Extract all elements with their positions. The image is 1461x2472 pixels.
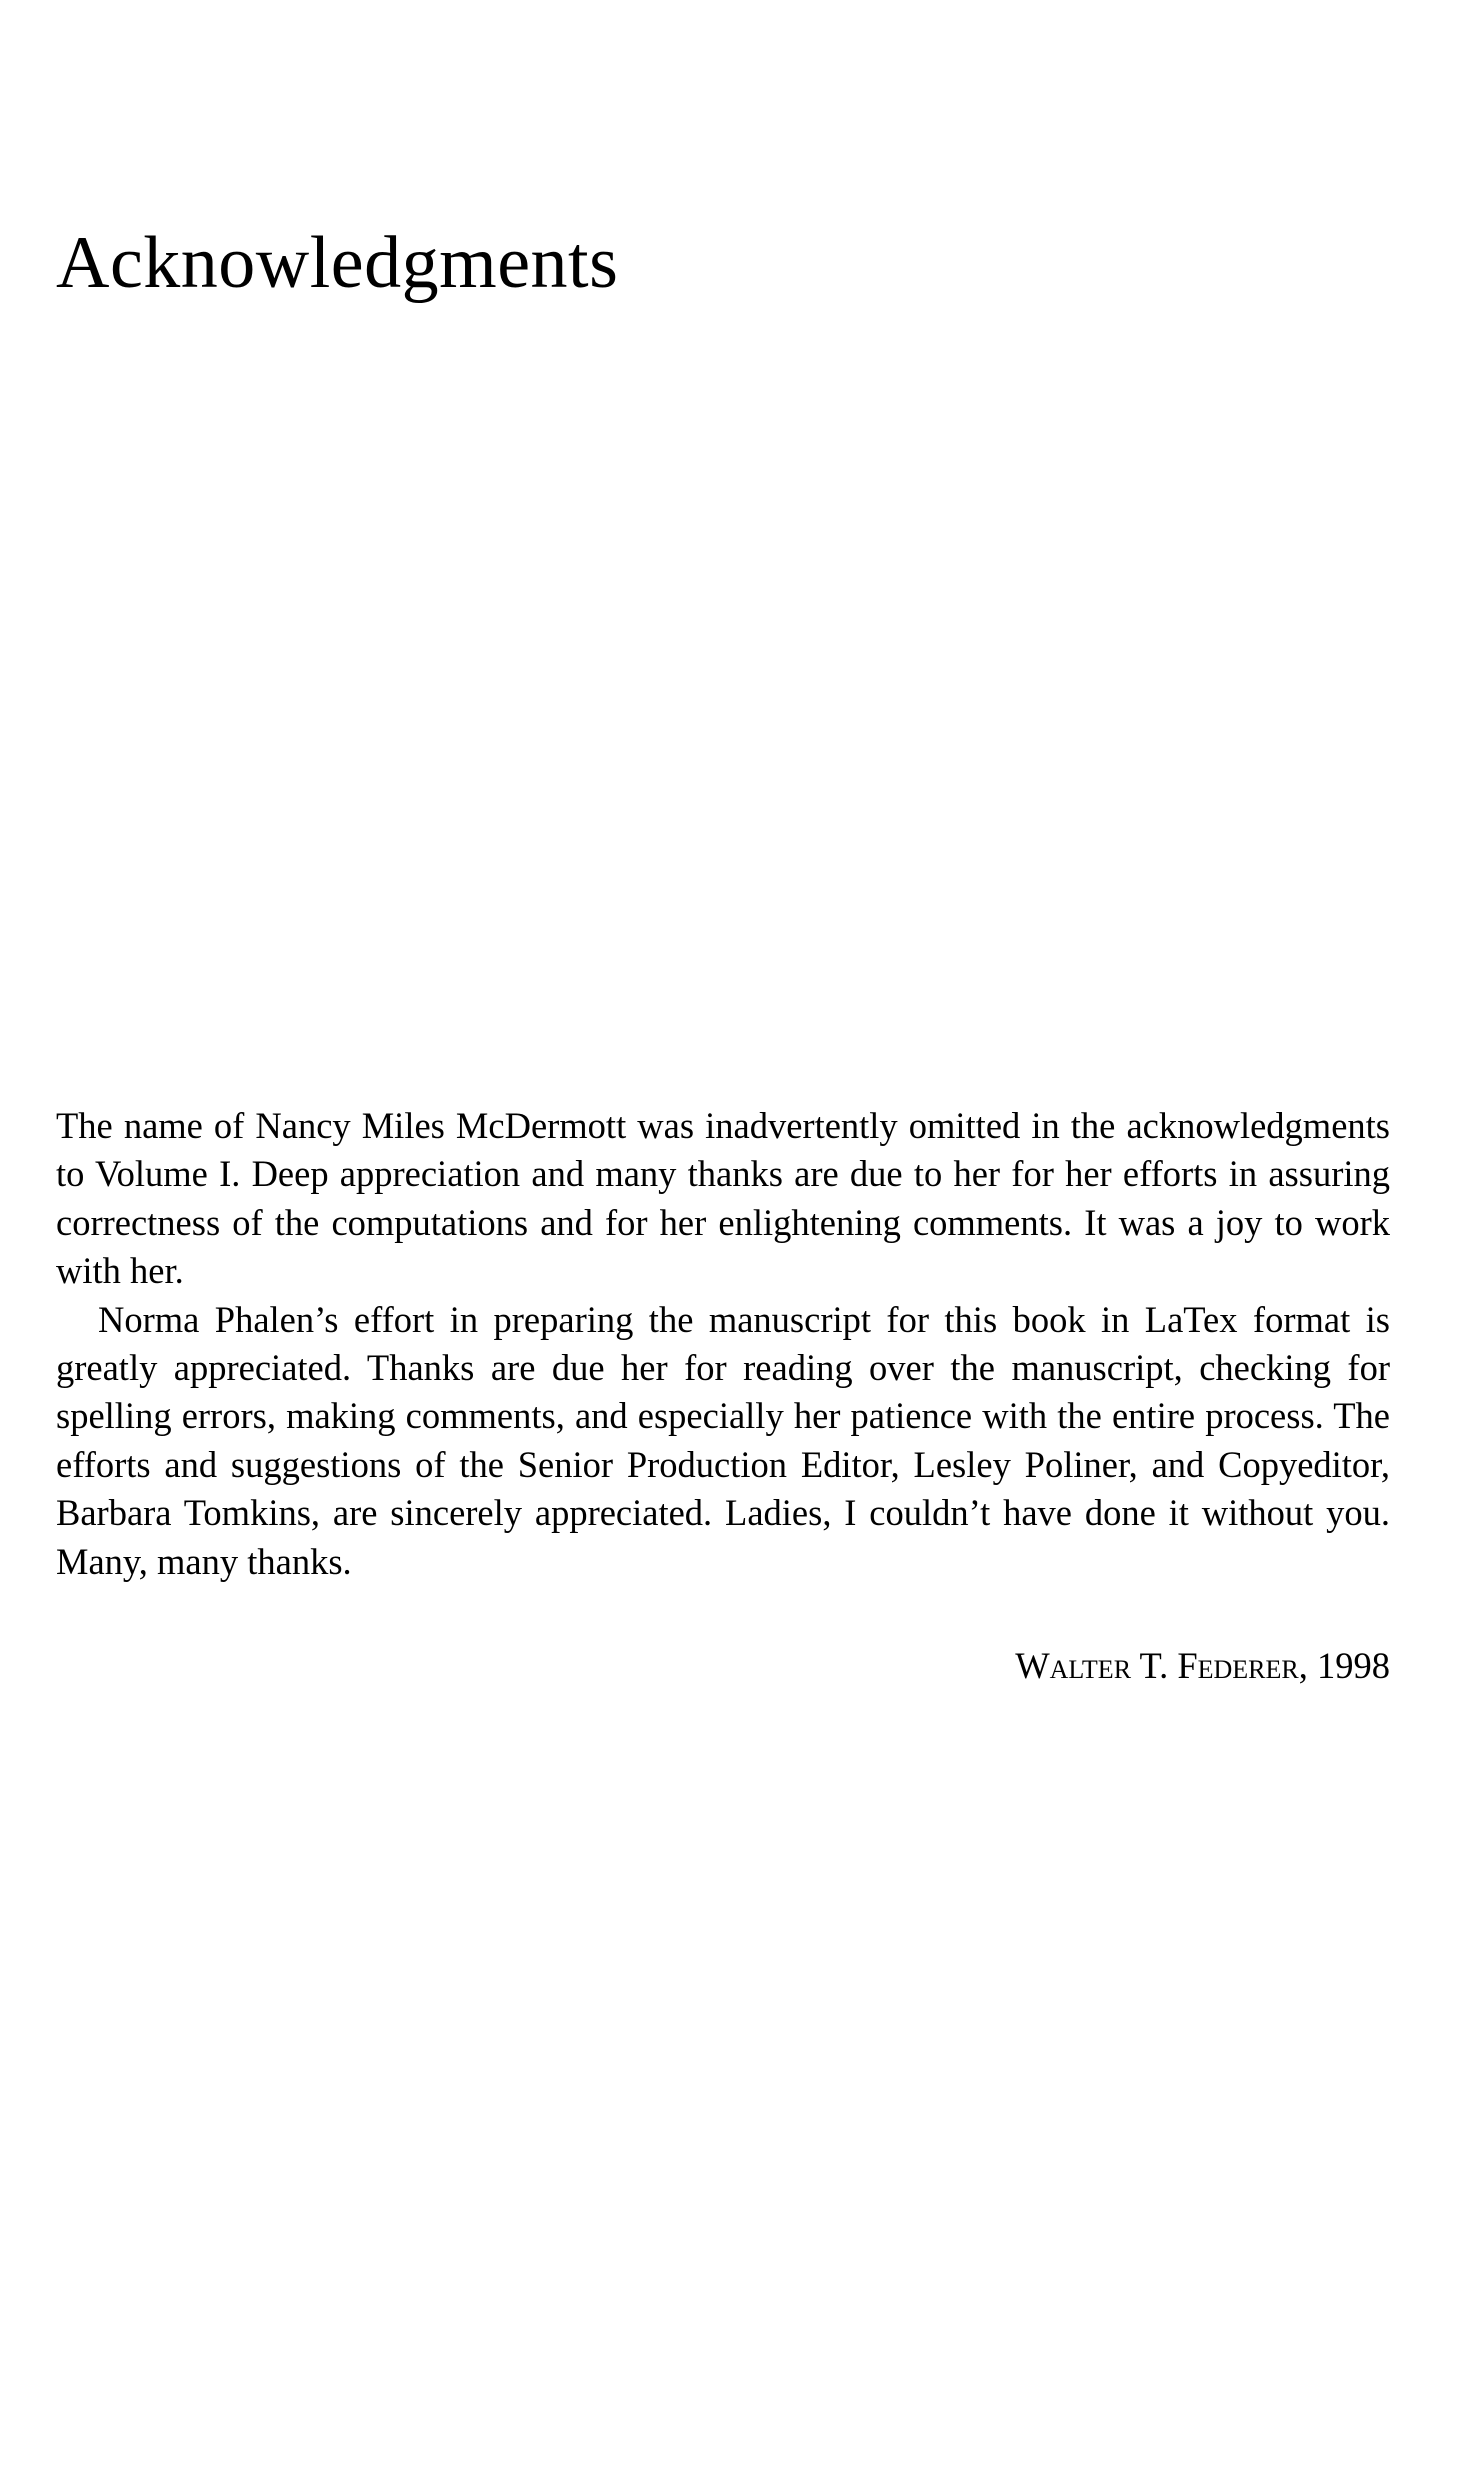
author-name: Walter T. Federer [1015,1645,1299,1686]
author-signature [1015,1644,1390,1688]
paragraph-second: Norma Phalen’s effort in preparing the manuscript for this book in LaTex format is greatly appreciated. Thanks are due her for reading over the manuscript, checking for spelling errors, making comments, and especially her patience with the entire process. The efforts and suggestions of the Senior Production Editor, Lesley Poliner, and Copyeditor, Barbara Tomkins, are sincerely appreciated. Ladies, I couldn’t have done it without you. Many, many thanks. [56,1298,1390,1582]
signature-year: , 1998 [1298,1645,1390,1686]
paragraph-first: The name of Nancy Miles McDermott was inadvertently omitted in the acknowledgments to Volume I. Deep appreciation and many thanks are due to her for her efforts in assuring correctness of the computations and for her enlightening comments. It was a joy to work with her. [56,1105,1390,1292]
acknowledgments-body [56,1102,1390,1586]
page-title: Acknowledgments [56,222,619,304]
